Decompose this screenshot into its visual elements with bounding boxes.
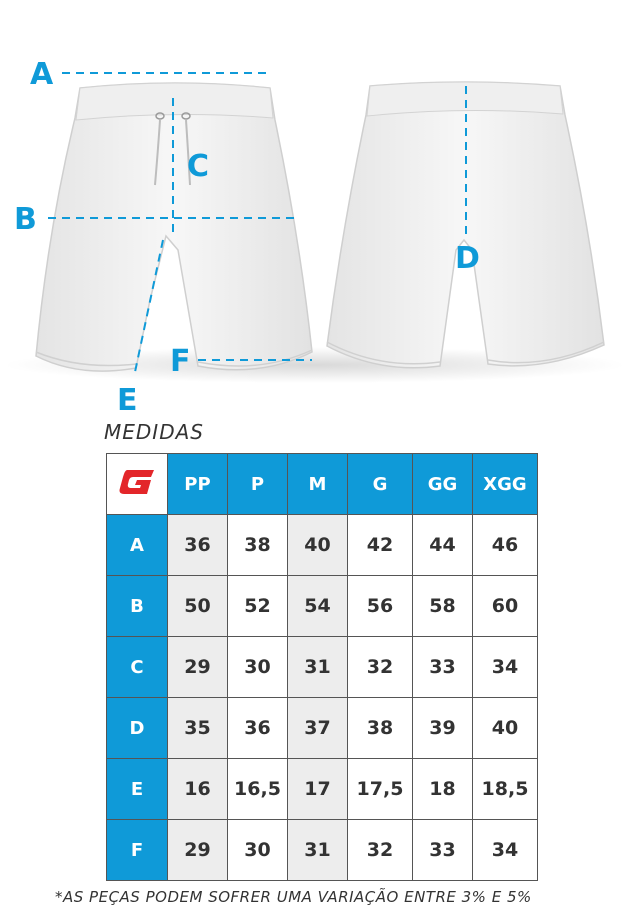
footnote: *AS PEÇAS PODEM SOFRER UMA VARIAÇÃO ENTRE 3% E 5% [55, 888, 532, 906]
brand-g-logo-icon [118, 468, 156, 496]
size-header-xgg: XGG [473, 454, 538, 515]
row-label: E [107, 759, 168, 820]
table-cell: 40 [288, 515, 348, 576]
table-cell: 33 [413, 637, 473, 698]
table-cell: 17 [288, 759, 348, 820]
row-label: A [107, 515, 168, 576]
table-cell: 39 [413, 698, 473, 759]
table-cell: 34 [473, 820, 538, 881]
size-table [106, 453, 538, 881]
size-header-row [107, 454, 538, 515]
table-cell: 60 [473, 576, 538, 637]
table-cell: 35 [168, 698, 228, 759]
size-header-p: P [228, 454, 288, 515]
measure-label-c: C [187, 149, 210, 184]
table-cell: 17,5 [348, 759, 413, 820]
row-label: B [107, 576, 168, 637]
row-label: D [107, 698, 168, 759]
table-cell: 40 [473, 698, 538, 759]
table-cell: 37 [288, 698, 348, 759]
table-cell: 50 [168, 576, 228, 637]
table-cell: 36 [168, 515, 228, 576]
table-cell: 58 [413, 576, 473, 637]
measure-label-a: A [30, 57, 54, 92]
brand-logo-cell [107, 454, 168, 515]
table-cell: 56 [348, 576, 413, 637]
size-header-pp: PP [168, 454, 228, 515]
table-cell: 18,5 [473, 759, 538, 820]
measure-label-e: E [117, 383, 138, 418]
measure-label-f: F [170, 344, 191, 379]
table-cell: 36 [228, 698, 288, 759]
table-cell: 33 [413, 820, 473, 881]
table-cell: 29 [168, 820, 228, 881]
table-cell: 18 [413, 759, 473, 820]
measure-label-d: D [455, 241, 480, 276]
table-cell: 38 [348, 698, 413, 759]
size-header-m: M [288, 454, 348, 515]
table-row [107, 515, 538, 576]
size-header-g: G [348, 454, 413, 515]
table-cell: 16 [168, 759, 228, 820]
row-label: C [107, 637, 168, 698]
row-label: F [107, 820, 168, 881]
back-shorts [327, 82, 604, 368]
table-row [107, 576, 538, 637]
shorts-illustration [0, 0, 630, 420]
table-cell: 46 [473, 515, 538, 576]
size-header-gg: GG [413, 454, 473, 515]
table-row [107, 637, 538, 698]
table-row [107, 698, 538, 759]
table-cell: 34 [473, 637, 538, 698]
section-title: MEDIDAS [104, 420, 204, 444]
table-row [107, 820, 538, 881]
table-cell: 16,5 [228, 759, 288, 820]
table-cell: 52 [228, 576, 288, 637]
table-cell: 42 [348, 515, 413, 576]
table-row [107, 759, 538, 820]
measure-label-b: B [14, 202, 37, 237]
table-cell: 31 [288, 820, 348, 881]
table-cell: 44 [413, 515, 473, 576]
table-cell: 54 [288, 576, 348, 637]
table-cell: 29 [168, 637, 228, 698]
table-cell: 32 [348, 637, 413, 698]
table-cell: 38 [228, 515, 288, 576]
table-cell: 31 [288, 637, 348, 698]
table-cell: 30 [228, 820, 288, 881]
table-cell: 30 [228, 637, 288, 698]
table-cell: 32 [348, 820, 413, 881]
